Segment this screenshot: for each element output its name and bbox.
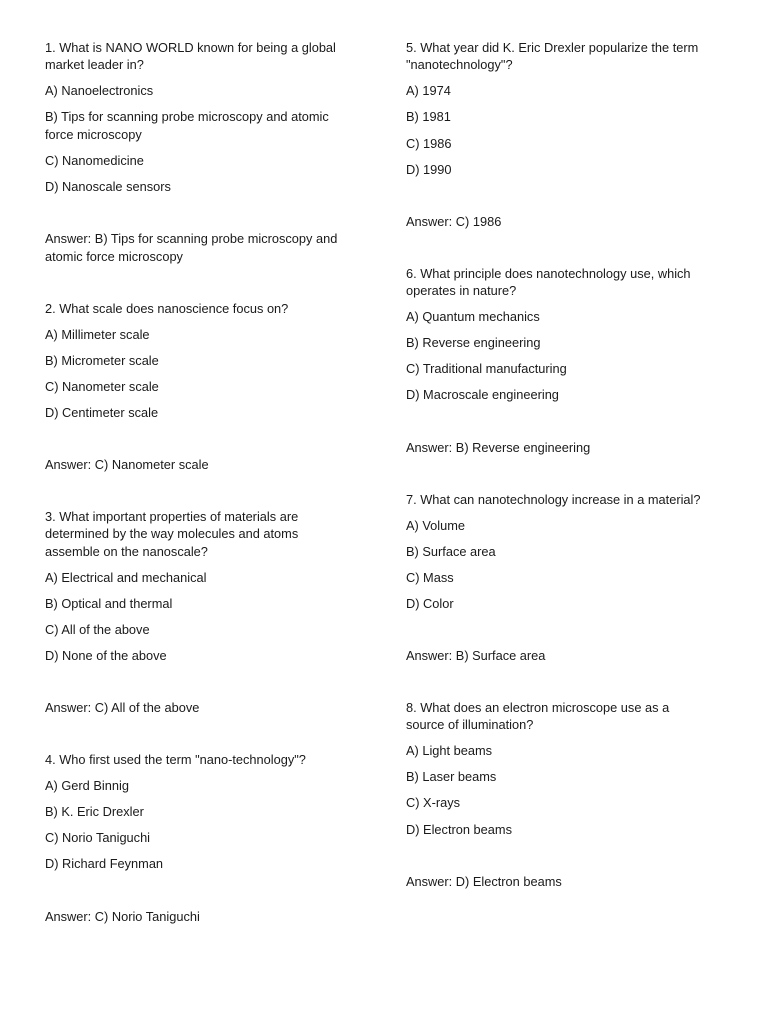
question-line: source of illumination? <box>406 717 534 733</box>
question-text <box>45 39 365 74</box>
answer-text <box>45 908 365 925</box>
question-text <box>45 508 365 560</box>
answer-line: Answer: D) Electron beams <box>406 873 562 889</box>
option-line: C) 1986 <box>406 135 452 151</box>
question-text <box>406 491 731 508</box>
answer-option <box>45 803 365 820</box>
option-line: A) Millimeter scale <box>45 326 150 342</box>
question-line: 1. What is NANO WORLD known for being a global <box>45 40 336 55</box>
option-line: D) Electron beams <box>406 821 512 837</box>
option-line: A) Volume <box>406 517 466 533</box>
answer-option <box>406 768 731 785</box>
question-block <box>406 699 731 890</box>
option-line: A) Gerd Binnig <box>45 778 129 794</box>
option-line: D) Centimeter scale <box>45 404 159 420</box>
answer-option <box>406 517 731 534</box>
question-text <box>406 39 731 74</box>
option-line: D) Nanoscale sensors <box>45 179 171 194</box>
question-block <box>45 300 365 474</box>
answer-text <box>406 873 731 890</box>
question-block <box>406 491 731 665</box>
answer-line: Answer: C) All of the above <box>45 700 200 716</box>
option-line: C) Mass <box>406 569 454 585</box>
question-line: 2. What scale does nanoscience focus on? <box>45 300 289 316</box>
answer-option <box>45 404 365 421</box>
answer-option <box>406 161 731 178</box>
answer-option <box>45 621 365 638</box>
question-text <box>406 699 731 734</box>
answer-option <box>406 82 731 99</box>
answer-option <box>45 595 365 612</box>
question-text <box>45 300 365 317</box>
answer-option <box>45 108 365 143</box>
answer-text <box>406 439 731 456</box>
answer-line: Answer: B) Surface area <box>406 647 546 663</box>
answer-option <box>45 326 365 343</box>
question-line: 4. Who first used the term "nano-technology"? <box>45 752 306 768</box>
question-text <box>45 751 365 768</box>
option-line: D) None of the above <box>45 648 167 663</box>
question-line: 7. What can nanotechnology increase in a material? <box>406 491 701 507</box>
answer-text <box>406 213 731 230</box>
answer-option <box>406 569 731 586</box>
answer-option <box>406 742 731 759</box>
question-block <box>406 39 731 230</box>
answer-option <box>45 777 365 794</box>
question-block <box>45 39 365 265</box>
answer-option <box>406 108 731 125</box>
answer-line: Answer: B) Reverse engineering <box>406 439 591 455</box>
answer-option <box>45 829 365 846</box>
option-line: force microscopy <box>45 126 142 142</box>
option-line: B) Reverse engineering <box>406 335 541 351</box>
answer-option <box>45 352 365 369</box>
option-line: C) X-rays <box>406 795 461 811</box>
answer-line: Answer: C) Norio Taniguchi <box>45 908 200 924</box>
option-line: D) Macroscale engineering <box>406 387 559 403</box>
answer-option <box>45 152 365 169</box>
option-line: C) Nanomedicine <box>45 152 144 168</box>
option-line: B) Optical and thermal <box>45 595 173 611</box>
answer-line: Answer: C) Nanometer scale <box>45 457 209 472</box>
answer-option <box>45 82 365 99</box>
answer-option <box>45 855 365 872</box>
option-line: A) Quantum mechanics <box>406 309 540 325</box>
answer-option <box>406 135 731 152</box>
option-line: B) K. Eric Drexler <box>45 804 144 820</box>
question-line: 3. What important properties of materials are <box>45 509 299 524</box>
option-line: C) Nanometer scale <box>45 378 159 394</box>
answer-text <box>45 456 365 473</box>
answer-text <box>45 699 365 716</box>
option-line: B) Tips for scanning probe microscopy and atomic <box>45 109 329 125</box>
answer-text <box>45 230 365 265</box>
question-line: operates in nature? <box>406 283 517 299</box>
answer-option <box>406 386 731 403</box>
question-line: determined by the way molecules and atoms <box>45 526 299 542</box>
option-line: C) All of the above <box>45 621 150 637</box>
answer-line: atomic force microscopy <box>45 248 183 264</box>
answer-text <box>406 647 731 664</box>
question-block <box>45 508 365 717</box>
answer-option <box>45 178 365 195</box>
option-line: D) 1990 <box>406 161 452 177</box>
option-line: C) Norio Taniguchi <box>45 830 151 846</box>
option-line: A) 1974 <box>406 83 451 99</box>
question-line: 8. What does an electron microscope use as a <box>406 699 670 715</box>
question-text <box>406 265 731 300</box>
question-line: market leader in? <box>45 57 144 73</box>
answer-option <box>45 569 365 586</box>
question-line: assemble on the nanoscale? <box>45 543 208 559</box>
answer-option <box>406 794 731 811</box>
answer-option <box>45 378 365 395</box>
option-line: B) Laser beams <box>406 769 497 785</box>
question-block <box>406 265 731 456</box>
option-line: A) Light beams <box>406 743 493 759</box>
option-line: B) 1981 <box>406 109 451 125</box>
option-line: A) Electrical and mechanical <box>45 569 207 585</box>
option-line: B) Surface area <box>406 543 496 559</box>
answer-option <box>406 595 731 612</box>
question-line: 5. What year did K. Eric Drexler popularize the term <box>406 40 699 55</box>
answer-option <box>45 647 365 664</box>
left-column <box>45 39 365 960</box>
answer-line: Answer: B) Tips for scanning probe microscopy and <box>45 231 338 247</box>
answer-option <box>406 308 731 325</box>
option-line: D) Richard Feynman <box>45 856 164 872</box>
question-block <box>45 751 365 925</box>
answer-option <box>406 821 731 838</box>
right-column <box>406 39 731 925</box>
answer-option <box>406 360 731 377</box>
option-line: B) Micrometer scale <box>45 352 159 368</box>
answer-option <box>406 334 731 351</box>
answer-line: Answer: C) 1986 <box>406 213 502 229</box>
answer-option <box>406 543 731 560</box>
option-line: D) Color <box>406 595 454 611</box>
option-line: C) Traditional manufacturing <box>406 361 567 377</box>
question-line: "nanotechnology"? <box>406 57 513 73</box>
option-line: A) Nanoelectronics <box>45 83 154 99</box>
question-line: 6. What principle does nanotechnology use, which <box>406 265 691 281</box>
